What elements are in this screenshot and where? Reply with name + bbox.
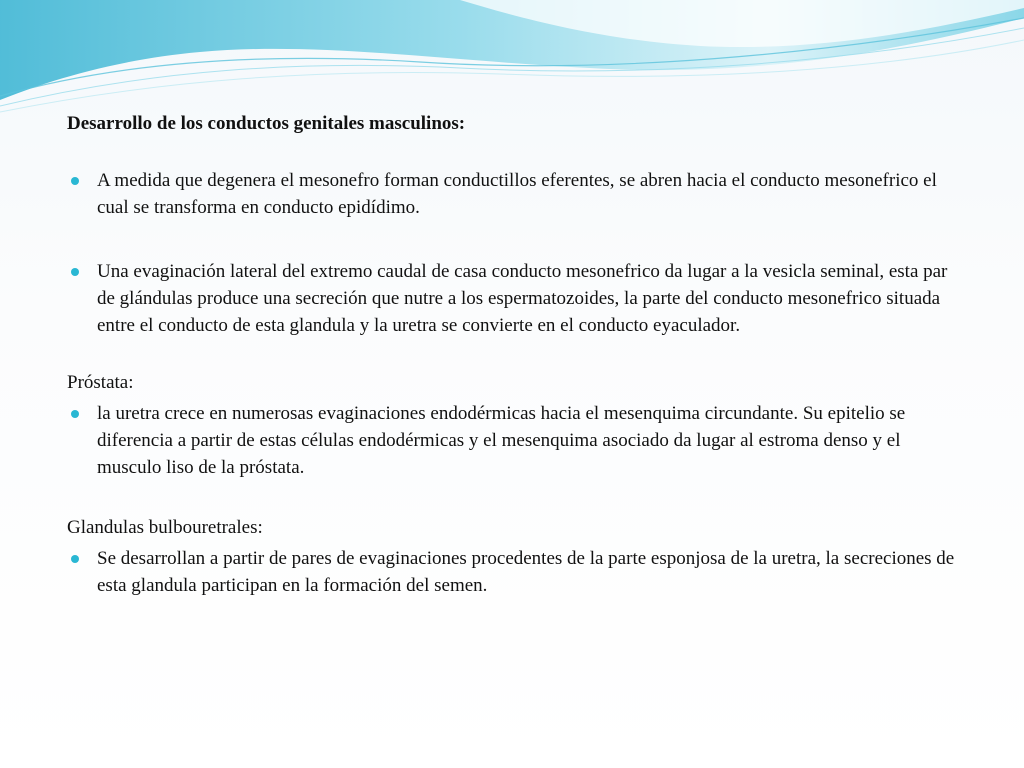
bullet-dot-icon <box>71 177 79 185</box>
bullet-dot-icon <box>71 555 79 563</box>
bullet-item <box>67 167 967 221</box>
bullet-text: Una evaginación lateral del extremo caudal de casa conducto mesonefrico da lugar a la vesicla seminal, esta par de glándulas produce una secreción que nutre a los espermatozoides, la parte del conducto mesonefrico situada entre el conducto de esta glandula y la uretra se convierte en el conducto eyaculador. <box>97 261 948 336</box>
section-label-prostata: Próstata: <box>67 372 134 393</box>
bullet-item <box>67 258 967 339</box>
bullet-dot-icon <box>71 268 79 276</box>
bullet-text: Se desarrollan a partir de pares de evaginaciones procedentes de la parte esponjosa de la uretra, la secreciones de esta glandula participan en la formación del semen. <box>97 548 955 596</box>
slide-heading: Desarrollo de los conductos genitales masculinos: <box>67 113 466 134</box>
header-wave-decoration <box>0 0 1024 120</box>
bullet-text: A medida que degenera el mesonefro forman conductillos eferentes, se abren hacia el conducto mesonefrico el cual se transforma en conducto epidídimo. <box>97 170 937 218</box>
bullet-dot-icon <box>71 410 79 418</box>
bullet-item <box>67 400 967 481</box>
bullet-text: la uretra crece en numerosas evaginaciones endodérmicas hacia el mesenquima circundante. Su epitelio se diferencia a partir de estas células endodérmicas y el mesenquima asociado da lugar al estroma denso y el musculo liso de la próstata. <box>97 403 906 478</box>
section-label-bulbouretrales: Glandulas bulbouretrales: <box>67 517 263 538</box>
slide-content <box>67 110 967 599</box>
bullet-item <box>67 545 967 599</box>
